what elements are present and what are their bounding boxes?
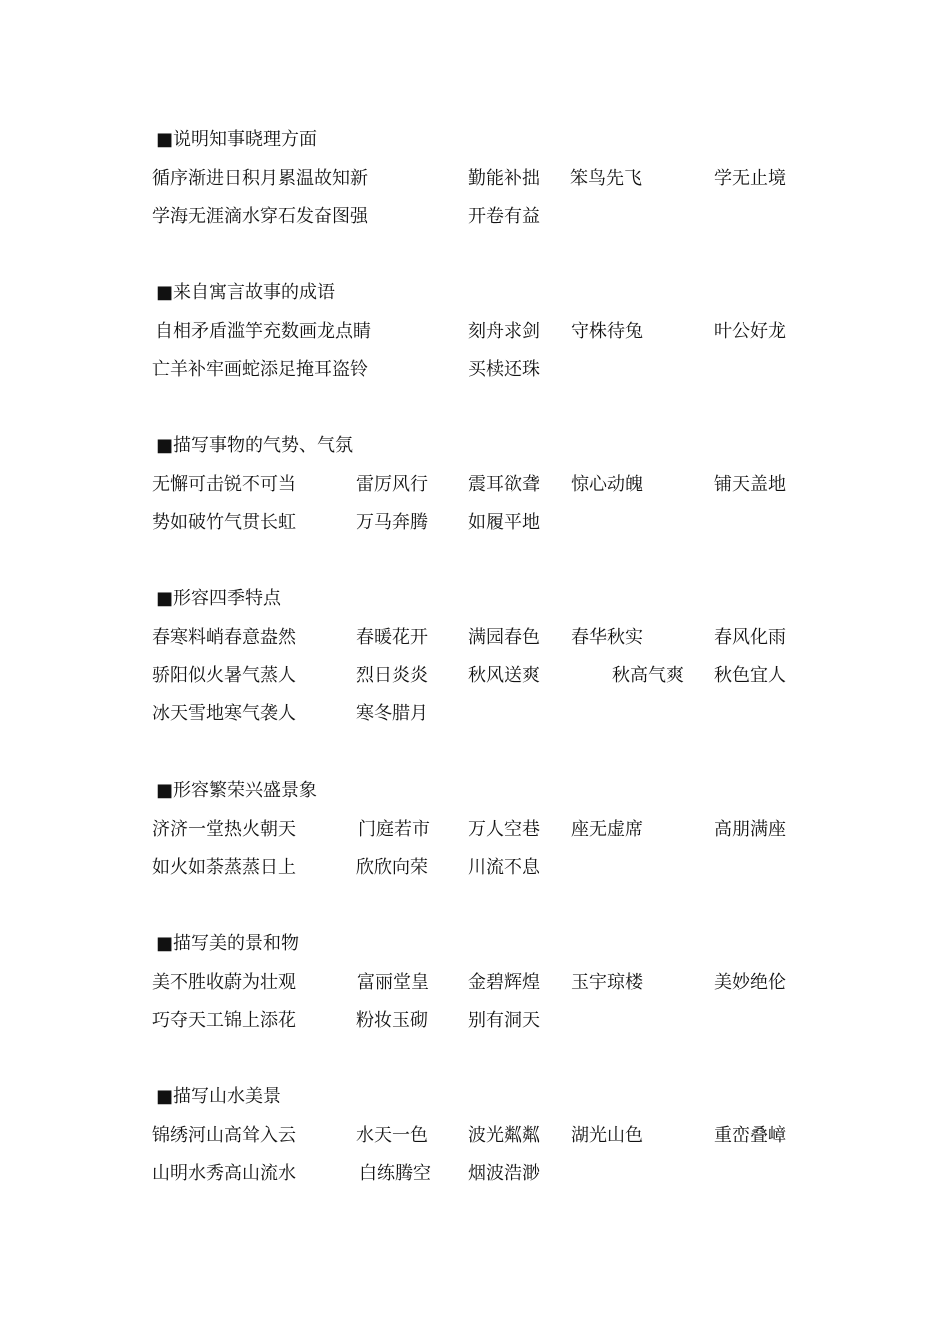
- idiom-row: [0, 359, 950, 381]
- idiom-row: [0, 206, 950, 228]
- idiom-row: [0, 819, 950, 841]
- idiom-row: [0, 474, 950, 496]
- section-heading: ■形容繁荣兴盛景象: [156, 780, 318, 801]
- idiom-group: 循序渐进日积月累温故知新: [152, 168, 368, 189]
- idiom: 刻舟求剑: [468, 321, 540, 342]
- idiom: 烈日炎炎: [356, 665, 428, 686]
- section-heading: ■描写美的景和物: [156, 933, 300, 954]
- idiom-row: [0, 972, 950, 994]
- idiom: 高朋满座: [714, 819, 786, 840]
- idiom-group: 自相矛盾滥竽充数画龙点睛: [155, 321, 371, 342]
- idiom-row: [0, 168, 950, 190]
- idiom-group: 亡羊补牢画蛇添足掩耳盗铃: [152, 359, 368, 380]
- idiom-group: 学海无涯滴水穿石发奋图强: [152, 206, 368, 227]
- idiom: 座无虚席: [571, 819, 643, 840]
- idiom: 春暖花开: [356, 627, 428, 648]
- idiom: 万马奔腾: [356, 512, 428, 533]
- idiom-row: [0, 665, 950, 687]
- idiom: 白练腾空: [359, 1163, 431, 1184]
- idiom: 川流不息: [468, 857, 540, 878]
- idiom: 别有洞天: [468, 1010, 540, 1031]
- idiom-group: 骄阳似火暑气蒸人: [152, 665, 296, 686]
- section-heading: ■描写山水美景: [156, 1086, 282, 1107]
- section-heading: ■说明知事晓理方面: [156, 129, 318, 150]
- idiom-row: [0, 321, 950, 343]
- idiom-group: 春寒料峭春意盎然: [152, 627, 296, 648]
- idiom: 勤能补拙: [468, 168, 540, 189]
- section-heading: ■描写事物的气势、气氛: [156, 435, 354, 456]
- idiom: 秋高气爽: [612, 665, 684, 686]
- idiom: 秋风送爽: [468, 665, 540, 686]
- idiom: 震耳欲聋: [468, 474, 540, 495]
- idiom-group: 济济一堂热火朝天: [152, 819, 296, 840]
- idiom: 满园春色: [468, 627, 540, 648]
- idiom-row: [0, 1010, 950, 1032]
- idiom: 粉妆玉砌: [356, 1010, 428, 1031]
- idiom: 烟波浩渺: [468, 1163, 540, 1184]
- idiom: 金碧辉煌: [468, 972, 540, 993]
- idiom-group: 山明水秀高山流水: [152, 1163, 296, 1184]
- idiom: 门庭若市: [358, 819, 430, 840]
- idiom-group: 如火如荼蒸蒸日上: [152, 857, 296, 878]
- idiom-row: [0, 703, 950, 725]
- idiom: 富丽堂皇: [357, 972, 429, 993]
- idiom-row: [0, 1163, 950, 1185]
- idiom: 叶公好龙: [714, 321, 786, 342]
- idiom-group: 巧夺天工锦上添花: [152, 1010, 296, 1031]
- idiom: 铺天盖地: [714, 474, 786, 495]
- idiom: 如履平地: [468, 512, 540, 533]
- idiom: 寒冬腊月: [356, 703, 428, 724]
- idiom: 守株待兔: [571, 321, 643, 342]
- idiom: 波光粼粼: [468, 1125, 540, 1146]
- section-heading: ■形容四季特点: [156, 588, 282, 609]
- idiom: 欣欣向荣: [356, 857, 428, 878]
- idiom: 开卷有益: [468, 206, 540, 227]
- idiom: 玉宇琼楼: [571, 972, 643, 993]
- section-heading: ■来自寓言故事的成语: [156, 282, 336, 303]
- idiom-group: 势如破竹气贯长虹: [152, 512, 296, 533]
- idiom: 惊心动魄: [571, 474, 643, 495]
- idiom: 春风化雨: [714, 627, 786, 648]
- idiom-group: 冰天雪地寒气袭人: [152, 703, 296, 724]
- idiom: 水天一色: [356, 1125, 428, 1146]
- idiom: 春华秋实: [571, 627, 643, 648]
- idiom: 买椟还珠: [468, 359, 540, 380]
- idiom-group: 美不胜收蔚为壮观: [152, 972, 296, 993]
- idiom-row: [0, 627, 950, 649]
- idiom: 万人空巷: [468, 819, 540, 840]
- idiom: 重峦叠嶂: [714, 1125, 786, 1146]
- idiom: 笨鸟先飞: [570, 168, 642, 189]
- idiom: 湖光山色: [571, 1125, 643, 1146]
- idiom: 美妙绝伦: [714, 972, 786, 993]
- idiom-group: 无懈可击锐不可当: [152, 474, 296, 495]
- idiom-row: [0, 857, 950, 879]
- idiom-row: [0, 1125, 950, 1147]
- idiom: 秋色宜人: [714, 665, 786, 686]
- idiom: 雷厉风行: [356, 474, 428, 495]
- idiom-row: [0, 512, 950, 534]
- idiom: 学无止境: [714, 168, 786, 189]
- idiom-group: 锦绣河山高耸入云: [152, 1125, 296, 1146]
